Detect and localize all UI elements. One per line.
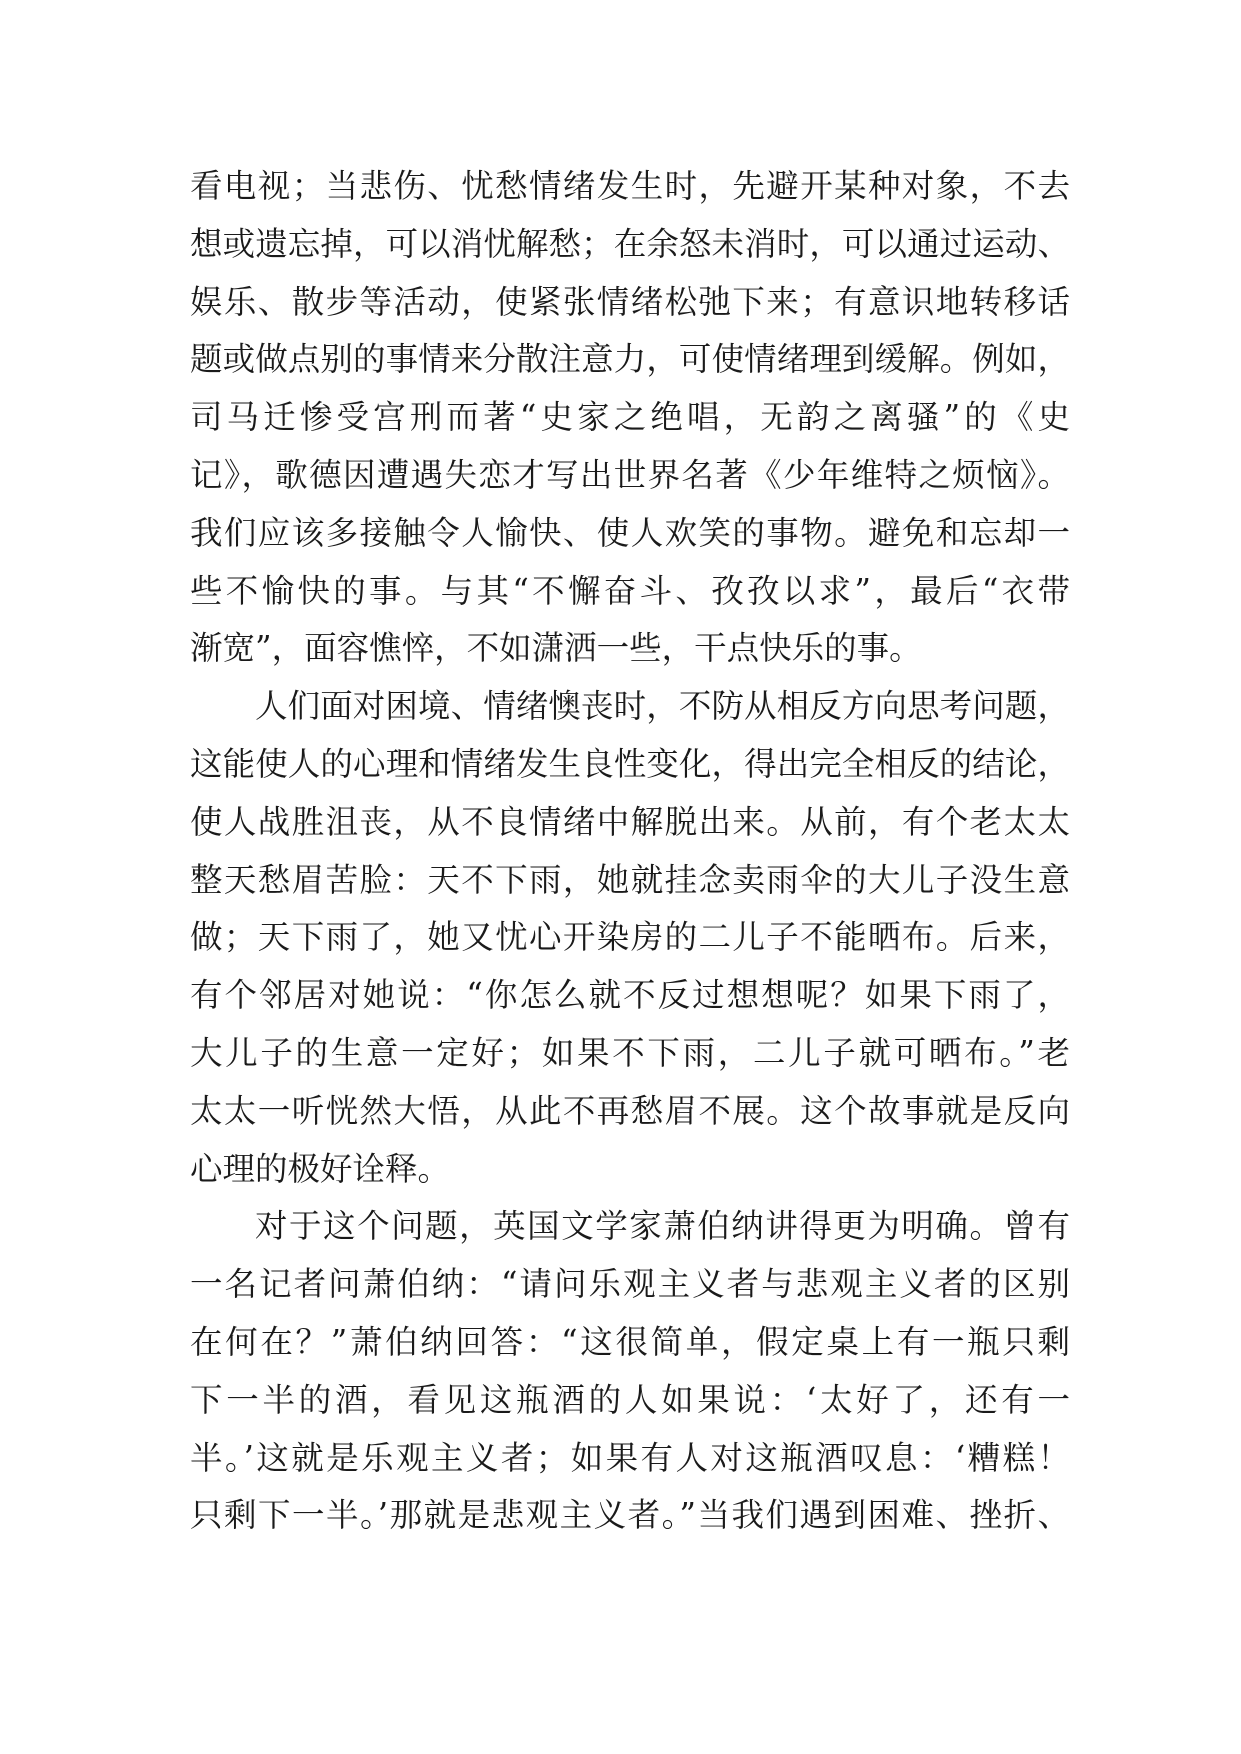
- text-line: 渐宽”，面容憔悴，不如潇洒一些，干点快乐的事。: [190, 629, 922, 668]
- text-line: 些不愉快的事。与其“不懈奋斗、孜孜以求”，最后“衣带: [190, 571, 1070, 610]
- paragraph-first-line: 人们面对困境、情绪懊丧时，不防从相反方向思考问题，: [255, 687, 1070, 726]
- text-line: 只剩下一半。’那就是悲观主义者。”当我们遇到困难、挫折、: [190, 1496, 1070, 1535]
- text-line: 下一半的酒，看见这瓶酒的人如果说：‘太好了，还有一: [190, 1380, 1070, 1419]
- text-line: 整天愁眉苦脸：天不下雨，她就挂念卖雨伞的大儿子没生意: [190, 860, 1070, 899]
- text-line: 有个邻居对她说：“你怎么就不反过想想呢？如果下雨了，: [190, 976, 1070, 1015]
- text-line: 心理的极好诠释。: [190, 1149, 451, 1188]
- text-line: 司马迁惨受宫刑而著“史家之绝唱，无韵之离骚”的《史: [190, 398, 1070, 437]
- text-line: 娱乐、散步等活动，使紧张情绪松弛下来；有意识地转移话: [190, 282, 1070, 321]
- text-line: 做；天下雨了，她又忧心开染房的二儿子不能晒布。后来，: [190, 918, 1070, 957]
- text-line: 想或遗忘掉，可以消忧解愁；在余怒未消时，可以通过运动、: [190, 224, 1070, 263]
- text-line: 看电视；当悲伤、忧愁情绪发生时，先避开某种对象，不去: [190, 167, 1070, 205]
- text-line: 大儿子的生意一定好；如果不下雨，二儿子就可晒布。”老: [190, 1033, 1070, 1072]
- text-line: 一名记者问萧伯纳：“请问乐观主义者与悲观主义者的区别: [190, 1265, 1070, 1304]
- text-line: 使人战胜沮丧，从不良情绪中解脱出来。从前，有个老太太: [190, 802, 1070, 841]
- text-line: 记》，歌德因遭遇失恋才写出世界名著《少年维特之烦恼》。: [190, 455, 1070, 494]
- paragraph-first-line: 对于这个问题，英国文学家萧伯纳讲得更为明确。曾有: [255, 1207, 1070, 1246]
- text-line: 在何在？”萧伯纳回答：“这很简单，假定桌上有一瓶只剩: [190, 1322, 1070, 1361]
- body-text: [190, 158, 1070, 1545]
- text-line: 这能使人的心理和情绪发生良性变化，得出完全相反的结论，: [190, 744, 1070, 783]
- text-line: 我们应该多接触令人愉快、使人欢笑的事物。避免和忘却一: [190, 513, 1070, 552]
- text-line: 题或做点别的事情来分散注意力，可使情绪理到缓解。例如，: [190, 340, 1070, 379]
- text-line: 太太一听恍然大悟，从此不再愁眉不展。这个故事就是反向: [190, 1091, 1070, 1130]
- text-line: 半。’这就是乐观主义者；如果有人对这瓶酒叹息：‘糟糕！: [190, 1438, 1070, 1477]
